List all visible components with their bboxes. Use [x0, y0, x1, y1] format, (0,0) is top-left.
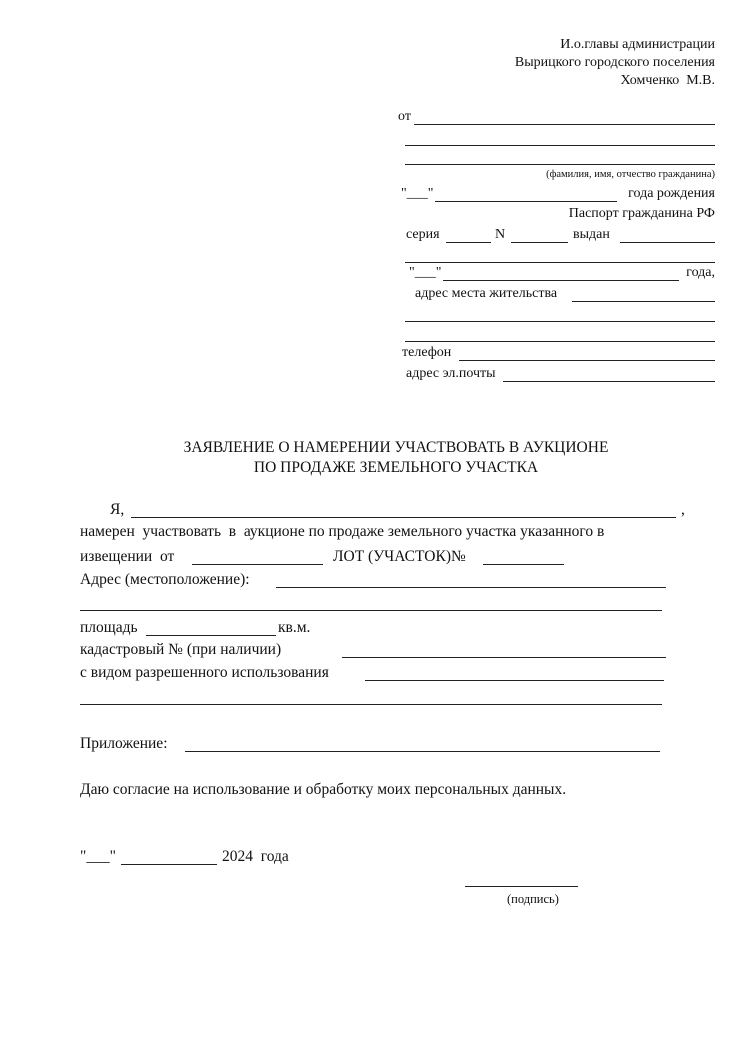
address-line-2[interactable] [405, 321, 715, 322]
address-line-3[interactable] [405, 341, 715, 342]
email-line[interactable] [503, 381, 715, 382]
number-label: N [495, 227, 506, 242]
birth-suffix: года рождения [628, 186, 715, 201]
notice-label: извещении от [80, 548, 175, 565]
location-line-2[interactable] [80, 610, 662, 611]
year-text: 2024 года [222, 848, 289, 865]
number-line[interactable] [511, 242, 568, 243]
issue-date-suffix: года, [686, 265, 715, 280]
attachment-line[interactable] [185, 751, 660, 752]
signature-caption: (подпись) [507, 892, 559, 906]
use-line-2[interactable] [80, 704, 662, 705]
title-line-2: ПО ПРОДАЖЕ ЗЕМЕЛЬНОГО УЧАСТКА [253, 459, 539, 476]
email-label: адрес эл.почты [406, 366, 496, 381]
from-line[interactable] [414, 124, 715, 125]
passport-label: Паспорт гражданина РФ [568, 206, 715, 221]
issued-line[interactable] [620, 242, 715, 243]
issue-date-prefix: "___" [409, 265, 442, 280]
date-month-line[interactable] [121, 864, 217, 865]
cadastral-label: кадастровый № (при наличии) [80, 641, 282, 658]
fio-caption: (фамилия, имя, отчество гражданина) [546, 169, 715, 180]
issue-date-line[interactable] [443, 280, 679, 281]
location-line-1[interactable] [276, 587, 666, 588]
consent-text: Даю согласие на использование и обработку моих персональных данных. [80, 781, 567, 798]
area-line[interactable] [146, 635, 276, 636]
fio-line-3[interactable] [405, 164, 715, 165]
i-comma: , [681, 501, 685, 518]
phone-label: телефон [402, 345, 452, 360]
notice-date-line[interactable] [192, 564, 323, 565]
area-unit: кв.м. [278, 619, 311, 636]
lot-label: ЛОТ (УЧАСТОК)№ [333, 548, 466, 565]
address-label: адрес места жительства [415, 286, 558, 301]
issued-line-2[interactable] [405, 262, 715, 263]
i-label: Я, [110, 501, 125, 518]
use-label: с видом разрешенного использования [80, 664, 329, 681]
recipient-line-1: И.о.главы администрации [560, 37, 715, 52]
attachment-label: Приложение: [80, 735, 168, 752]
lot-number-line[interactable] [483, 564, 564, 565]
intent-text: намерен участвовать в аукционе по продаже земельного участка указанного в [80, 523, 605, 540]
area-label: площадь [80, 619, 138, 636]
address-line-1[interactable] [572, 301, 715, 302]
recipient-line-2: Вырицкого городского поселения [514, 55, 715, 70]
name-line[interactable] [131, 517, 676, 518]
issued-label: выдан [573, 227, 610, 242]
date-prefix: "___" [80, 848, 116, 865]
fio-line-2[interactable] [405, 145, 715, 146]
cadastral-line[interactable] [342, 657, 666, 658]
birth-date-line[interactable] [435, 201, 617, 202]
series-label: серия [406, 227, 440, 242]
title-line-1: ЗАЯВЛЕНИЕ О НАМЕРЕНИИ УЧАСТВОВАТЬ В АУКЦИОНЕ [183, 439, 609, 456]
signature-line[interactable] [465, 886, 578, 887]
phone-line[interactable] [459, 360, 715, 361]
use-line-1[interactable] [365, 680, 664, 681]
recipient-line-3: Хомченко М.В. [620, 73, 715, 88]
from-label: от [398, 109, 411, 124]
location-label: Адрес (местоположение): [80, 571, 250, 588]
birth-prefix: "___" [401, 186, 434, 201]
series-line[interactable] [446, 242, 491, 243]
